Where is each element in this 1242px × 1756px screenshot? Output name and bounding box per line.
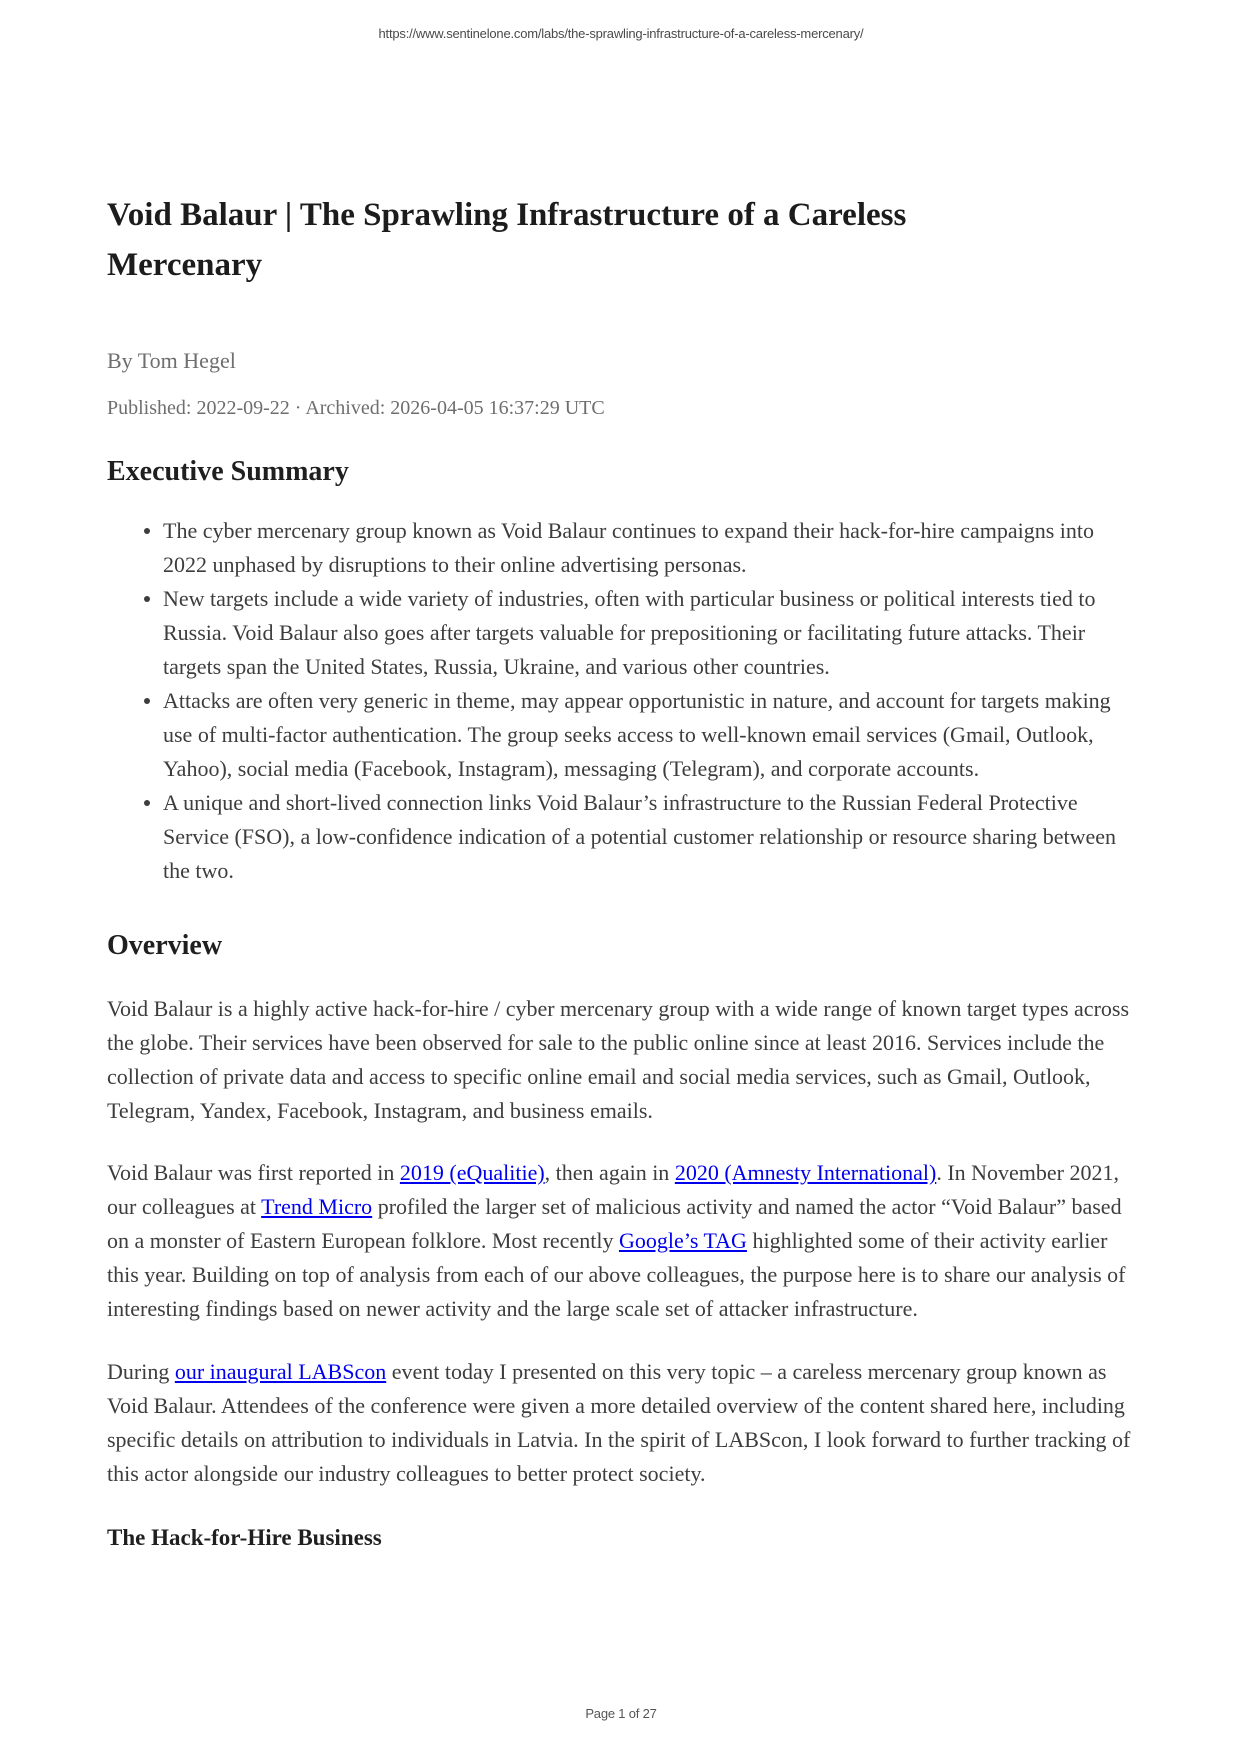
article-byline: By Tom Hegel (107, 348, 236, 373)
summary-bullet-item: A unique and short-lived connection links Void Balaur’s infrastructure to the Russian Federal Protective Service (FSO), a low-confidence indication of a potential customer relationship or resource sharing between the two. (163, 786, 1135, 888)
article-title: Void Balaur | The Sprawling Infrastructure of a Careless Mercenary (107, 197, 907, 283)
source-url-header: https://www.sentinelone.com/labs/the-sprawling-infrastructure-of-a-careless-mercenary/ (378, 26, 864, 41)
section-heading-executive-summary: Executive Summary (107, 456, 349, 487)
summary-bullet-item: Attacks are often very generic in theme, may appear opportunistic in nature, and account for targets making use of multi-factor authentication. The group seeks access to well-known email services (Gmail, Outlook, Yahoo), social media (Facebook, Instagram), messaging (Telegram), and corporate accounts. (163, 684, 1135, 786)
overview-paragraph: Void Balaur was first reported in 2019 (eQualitie), then again in 2020 (Amnesty International). In November 2021, our colleagues at Trend Micro profiled the larger set of malicious activity and named the actor “Void Balaur” based on a monster of Eastern European folklore. Most recently Google’s TAG highlighted some of their activity earlier this year. Building on top of analysis from each of our above colleagues, the purpose here is to share our analysis of interesting findings based on newer activity and the large scale set of attacker infrastructure. (107, 1160, 1126, 1321)
overview-paragraph: Void Balaur is a highly active hack-for-hire / cyber mercenary group with a wide range of known target types across the globe. Their services have been observed for sale to the public online since at least 2016. Services include the collection of private data and access to specific online email and social media services, such as Gmail, Outlook, Telegram, Yandex, Facebook, Instagram, and business emails. (107, 996, 1130, 1123)
section-heading-hack-for-hire-business: The Hack-for-Hire Business (107, 1525, 382, 1550)
inline-link[interactable]: 2019 (eQualitie) (399, 1160, 545, 1185)
page-number-footer: Page 1 of 27 (585, 1706, 657, 1721)
article-content (107, 0, 1135, 1553)
published-archived-line: Published: 2022-09-22 · Archived: 2026-04-05 16:37:29 UTC (107, 397, 605, 419)
executive-summary-list (107, 514, 1135, 888)
overview-paragraph: During our inaugural LABScon event today I presented on this very topic – a careless mercenary group known as Void Balaur. Attendees of the conference were given a more detailed overview of the content shared here, including specific details on attribution to individuals in Latvia. In the spirit of LABScon, I look forward to further tracking of this actor alongside our industry colleagues to better protect society. (107, 1359, 1131, 1486)
inline-link[interactable]: our inaugural LABScon (174, 1359, 387, 1384)
summary-bullet-item: New targets include a wide variety of industries, often with particular business or political interests tied to Russia. Void Balaur also goes after targets valuable for prepositioning or facilitating future attacks. Their targets span the United States, Russia, Ukraine, and various other countries. (163, 582, 1135, 684)
inline-link[interactable]: 2020 (Amnesty International) (674, 1160, 937, 1185)
inline-link[interactable]: Trend Micro (261, 1194, 373, 1219)
inline-link[interactable]: Google’s TAG (618, 1228, 747, 1253)
section-heading-overview: Overview (107, 930, 223, 961)
summary-bullet-item: The cyber mercenary group known as Void Balaur continues to expand their hack-for-hire campaigns into 2022 unphased by disruptions to their online advertising personas. (163, 514, 1135, 582)
